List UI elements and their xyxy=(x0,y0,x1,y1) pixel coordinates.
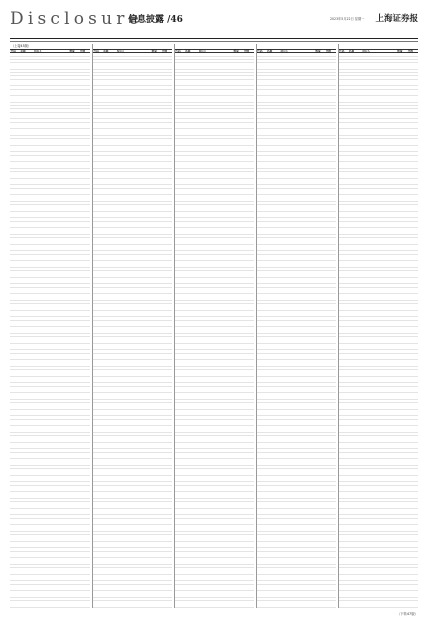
header-cell: 名称 xyxy=(266,50,273,53)
header-cell: 持有人 xyxy=(34,50,42,52)
table-column xyxy=(256,44,336,608)
header-cell: 持有人 xyxy=(362,50,371,52)
table-rows xyxy=(257,53,336,608)
header-cell: 名称 xyxy=(103,50,109,53)
table-column xyxy=(338,44,418,608)
continued-from-label: （上接45版） xyxy=(11,44,31,48)
header-cell: 持有人 xyxy=(280,50,289,52)
newspaper-name: 上海证券报 xyxy=(375,14,418,24)
table-rows xyxy=(93,53,172,608)
table-column xyxy=(92,44,172,608)
section-title: 信息披露 /46 xyxy=(128,15,183,25)
edition-date: 2023年5月22日 星期一 xyxy=(330,17,365,21)
section-brand: Disclosure xyxy=(10,9,143,29)
header-cell: 代码 xyxy=(257,50,263,53)
header-cell: 比例 xyxy=(79,50,86,53)
header-cell: 数量 xyxy=(69,50,75,53)
header-cell: 代码 xyxy=(339,50,345,53)
header-cell: 持有人 xyxy=(116,50,125,52)
masthead-rule xyxy=(10,38,418,39)
header-cell: 数量 xyxy=(397,50,403,53)
header-cell: 代码 xyxy=(10,50,16,53)
header-cell: 比例 xyxy=(243,50,249,53)
header-cell: 代码 xyxy=(93,50,99,53)
disclosure-table xyxy=(10,44,418,608)
header-cell: 持有人 xyxy=(198,50,207,52)
header-cell: 比例 xyxy=(325,50,331,53)
table-rows xyxy=(10,53,90,608)
header-cell: 数量 xyxy=(233,50,239,53)
header-cell: 名称 xyxy=(20,50,26,53)
table-column xyxy=(174,44,254,608)
header-cell: 数量 xyxy=(151,50,157,53)
header-cell: 数量 xyxy=(315,50,321,53)
table-rows xyxy=(175,53,254,608)
header-cell: 名称 xyxy=(185,50,191,53)
table-column xyxy=(10,44,90,608)
continued-to-label: （下转47版） xyxy=(396,612,418,616)
header-cell: 比例 xyxy=(161,50,168,53)
header-cell: 比例 xyxy=(407,50,413,53)
table-rows xyxy=(339,53,418,608)
header-cell: 名称 xyxy=(348,50,355,53)
header-cell: 代码 xyxy=(175,50,181,53)
